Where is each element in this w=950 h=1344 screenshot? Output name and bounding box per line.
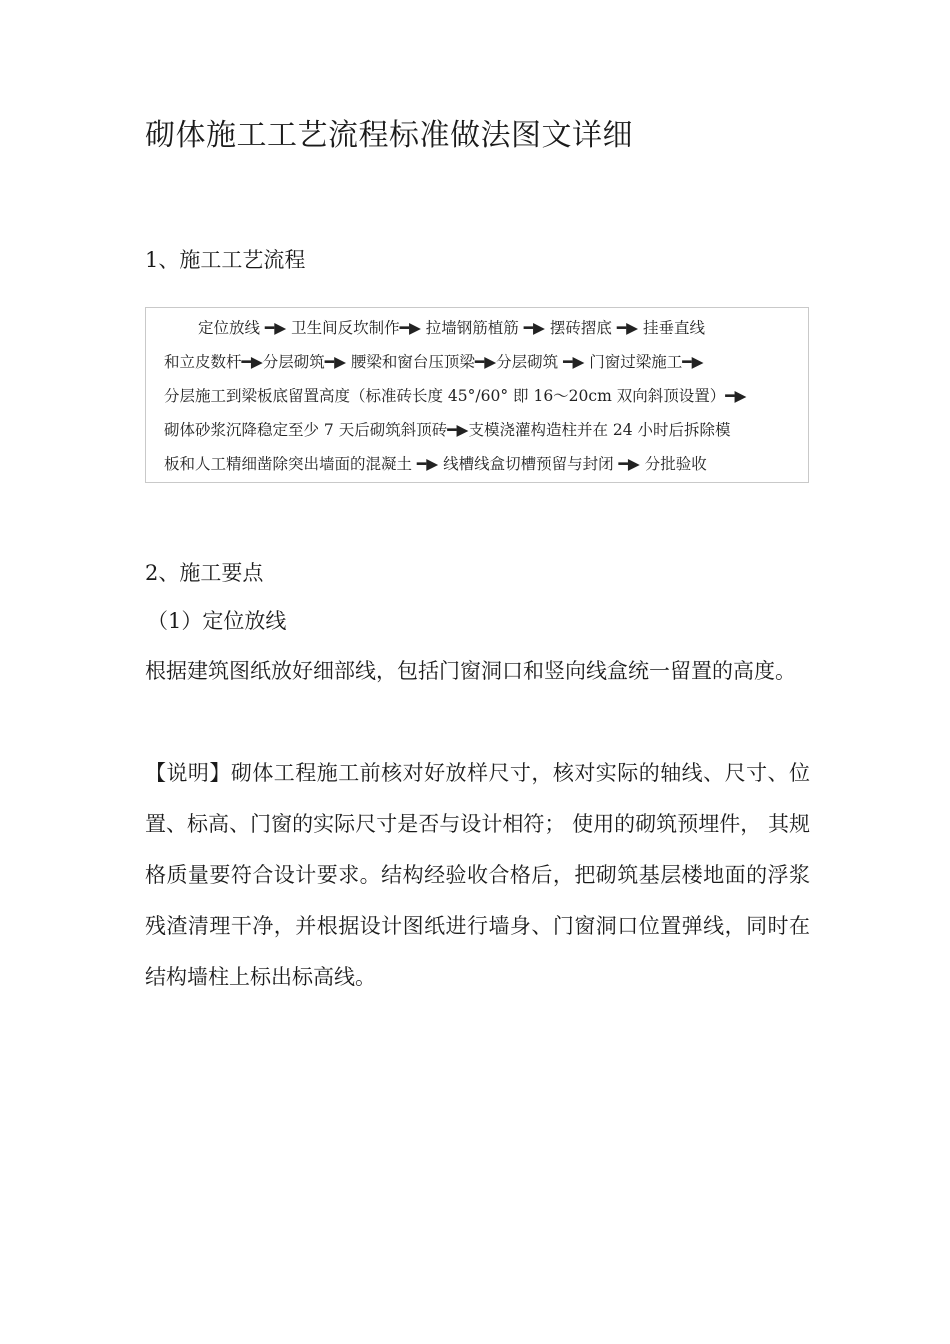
- flowchart-line: 砌体砂浆沉降稳定至少 7 天后砌筑斜顶砖━▶支模浇灌构造柱并在 24 小时后拆除模: [164, 421, 731, 439]
- flowchart-line: 定位放线 ━▶ 卫生间反坎制作━▶ 拉墙钢筋植筋 ━▶ 摆砖摺底 ━▶ 挂垂直线: [198, 319, 705, 337]
- subsection-heading-layout: （1）定位放线: [147, 609, 287, 633]
- paragraph-layout-instruction: 根据建筑图纸放好细部线，包括门窗洞口和竖向线盒统一留置的高度。: [145, 659, 796, 683]
- paragraph-note: 【说明】砌体工程施工前核对好放样尺寸，核对实际的轴线、尺寸、位置、标高、门窗的实际尺寸是否与设计相符； 使用的砌筑预埋件， 其规格质量要符合设计要求。结构经验收合格后，把砌筑基层楼地面的浮浆残渣清理干净，并根据设计图纸进行墙身、门窗洞口位置弹线，同时在结构墙柱上标出标高线。: [145, 761, 810, 989]
- section-heading-process: 1、施工工艺流程: [145, 248, 306, 272]
- section-heading-key-points: 2、施工要点: [145, 561, 264, 585]
- flowchart-line: 分层施工到梁板底留置高度（标准砖长度 45°/60° 即 16～20cm 双向斜顶设置）━▶: [164, 387, 747, 405]
- flowchart-line: 板和人工精细凿除突出墙面的混凝土 ━▶ 线槽线盒切槽预留与封闭 ━▶ 分批验收: [164, 455, 707, 473]
- document-title: 砌体施工工艺流程标准做法图文详细: [145, 118, 633, 153]
- flowchart-line: 和立皮数杆━▶分层砌筑━▶ 腰梁和窗台压顶梁━▶分层砌筑 ━▶ 门窗过梁施工━▶: [164, 353, 704, 371]
- process-flowchart: [145, 307, 809, 483]
